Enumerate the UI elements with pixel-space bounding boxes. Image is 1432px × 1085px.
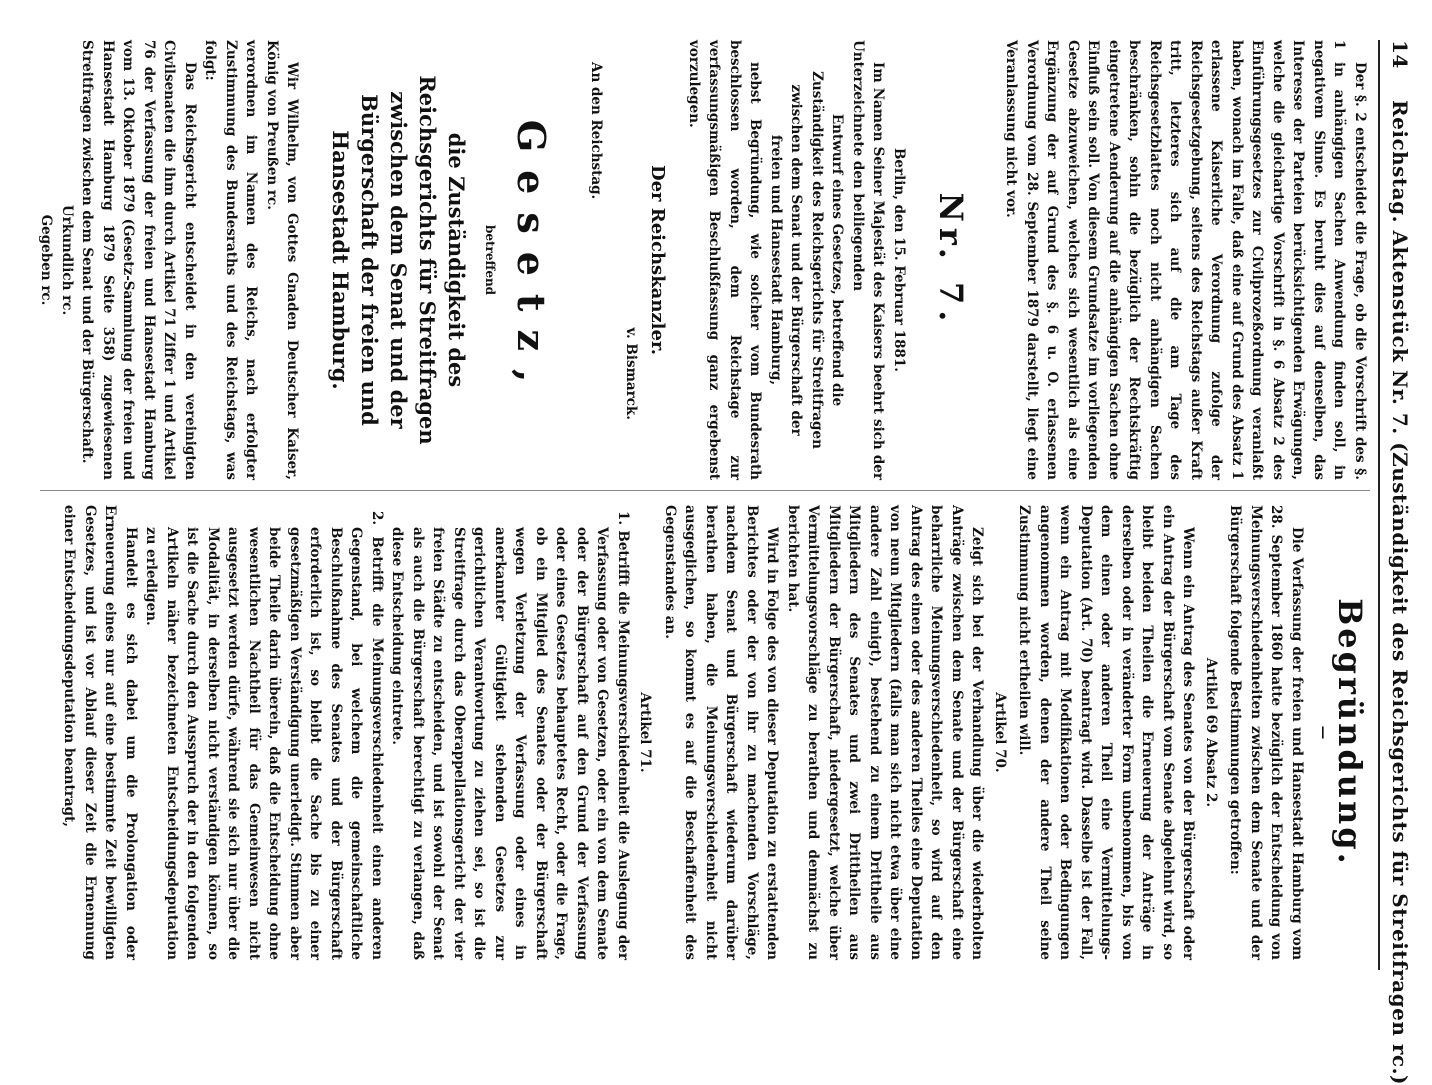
gesetz-heading: Gesetz, — [509, 119, 554, 401]
article-71-item-1: 1. Betrifft die Meinungsverschiedenheit die Auslegung der Verfassung oder von Gesetzen, oder ein von dem Senate oder der Bürgerschaft auf den Grund der Verfassung oder eines Gesetzes behauptetes Recht, oder die Frage, ob ein Mitglied des Senates oder der Bürgerschaft wegen Verletzung der Verfassung oder eines in anerkannter Gültigkeit stehenden Gesetzes zur gerichtlichen Verantwortung zu ziehen sei, so ist die Streitfrage durch das Oberappellationsgericht der vier freien Städte zu entscheiden, und ist sowohl der Senat als auch die Bürgerschaft berechtigt zu verlangen, daß diese Entscheidung eintrete. — [389, 511, 631, 960]
intro-paragraph: Der §. 2 entscheidet die Frage, ob die Vorschrift des §. 1 in anhängigen Sachen Anwendung finden soll, in negativem Sinne. Es beruht dies auf denselben, das Interesse der Parteien berücksichtigenden Erwägungen, welche die gleichartige Vorschrift in §. 6 Absatz 2 des Einführungsgesetzes zur Civilprozeßordnung veranlaßt haben, wonach im Falle, daß eine auf Grund des Absatz 1 erlassene Kaiserliche Verordnung zufolge der Reichsgesetzgebung, seitens des Reichstags außer Kraft tritt, letzteres sich auf die am Tage des Reichsgesetzblattes noch nicht anhängigen Sachen beschränken, sohin die bezüglich der Rechtskräftig eingetretene Aenderung auf die anhängigen Sachen ohne Einfluß sein soll. Von diesem Grundsatze im vorliegenden Gesetze abzuweichen, welches sich wesentlich als eine Ergänzung der auf Grund des §. 6 u. O. erlassenen Verordnung vom 28. September 1879 darstellt, liegt eine Veranlassung nicht vor. — [1003, 40, 1368, 480]
article-69-heading: Artikel 69 Absatz 2. — [1203, 657, 1219, 808]
date-line: Berlin, den 15. Februar 1881. — [891, 148, 907, 372]
left-column — [36, 40, 1370, 480]
column-divider — [40, 490, 1370, 491]
submission-paragraph: Im Namen Seiner Majestät des Kaisers beehrt sich der Unterzeichnete den beiliegenden — [850, 40, 887, 480]
law-article: Das Reichsgericht entscheidet in den vereinigten Civilsenaten die ihm durch Artikel 71 Ziffer 1 und Artikel 76 der Verfassung der freien und Hansestadt Hamburg vom 13. Oktober 1879 (Gesetz-Sammlung der freien und Hansestadt Hamburg 1879 Seite 358) zugewiesenen Streitfragen zwischen dem Senat und der Bürgerschaft. — [79, 40, 198, 480]
heading-dash: — — [1315, 725, 1332, 740]
document-number: Nr. 7. — [932, 192, 970, 328]
chancellor-title: Der Reichskanzler. — [647, 164, 669, 356]
law-title: die Zuständigkeit des Reichsgerichts für Streitfragen zwischen dem Senat und der Bürgerschaft der freien und Hansestadt Hamburg. — [328, 75, 470, 445]
addressee: An den Reichstag. — [588, 62, 605, 200]
chancellor-signature: v. Bismarck. — [623, 327, 639, 420]
bill-title: Entwurf eines Gesetzes, betreffend die Zuständigkeit des Reichsgerichts für Streitfragen zwischen dem Senat und der Bürgerschaft der freien und Hansestadt Hamburg, — [768, 71, 846, 449]
closing-2: Gegeben rc. — [38, 214, 55, 306]
submission-end: nebst Begründung, wie solcher vom Bundesrath beschlossen worden, dem Reichstage zur verfassungsmäßigen Beschlußfassung ganz ergebenst vorzulegen. — [686, 40, 764, 480]
begruendung-paragraph-1: Die Verfassung der freien und Hansestadt Hamburg vom 28. September 1860 hatte bezüglich der Entscheidung von Meinungsverschiedenheiten zwischen dem Senate und der Bürgerschaft folgende Bestimmungen getroffen: — [1227, 505, 1305, 960]
running-title: Reichstag. Aktenstück Nr. 7. (Zuständigkeit des Reichsgerichts für Streitfragen rc.) — [1388, 100, 1412, 1085]
closing-1: Urkundlich rc. — [59, 204, 75, 316]
begruendung-heading: Begründung. — [1331, 598, 1369, 867]
article-71-item-2: 2. Betrifft die Meinungsverschiedenheit einen anderen Gegenstand, bei welchem die gemeinschaftliche Beschlußnahme des Senates und der Bürgerschaft erforderlich ist, so bleibt die Sache bis zu einer gesetzmäßigen Verständigung unerledigt. Stimmen aber beide Theile darin überein, daß die Entscheidung ohne wesentlichen Nachtheil für das Gemeinwesen nicht ausgesetzt werden dürfe, während sie sich nur über die Modalität, in derselben nicht verständigen können, so ist die Sache durch den Ausspruch der in den folgenden Artikeln näher bezeichneten Entscheidungsdeputation zu erledigen. — [143, 511, 385, 960]
enactment-clause-1: Wir Wilhelm, von Gottes Gnaden Deutscher Kaiser, König von Preußen rc. — [264, 40, 301, 480]
enactment-clause-2: verordnen im Namen des Reichs, nach erfolgter Zustimmung des Bundesraths und des Reichstags, was folgt: — [202, 40, 260, 480]
article-70-heading: Artikel 70. — [992, 692, 1008, 773]
header-rule — [1378, 40, 1380, 970]
right-column — [59, 505, 1370, 960]
begruendung-paragraph-4: Wird in Folge des von dieser Deputation zu erstattenden Berichtes oder der von ihr zu machenden Vorschläge, nachdem Senat und Bürgerschaft wiederum darüber berathen haben, die Meinungsverschiedenheit nicht ausgeglichen, so kommt es auf die Beschaffenheit des Gegenstandes an. — [662, 505, 781, 960]
begruendung-paragraph-3: Zeigt sich bei der Verhandlung über die wiederholten Anträge zwischen dem Senate und der Bürgerschaft eine beharrliche Meinungsverschiedenheit, so wird auf den Antrag des einen oder des anderen Theiles eine Deputation von neun Mitgliedern (falls man sich nicht etwa über eine andere Zahl einigt), bestehend zu einem Drittheile aus Mitgliedern des Senates und zwei Drittheilen aus Mitgliedern der Bürgerschaft, niedergesetzt, welche über Vermittelungsvorschläge zu berathen und demnächst zu berichten hat. — [785, 505, 986, 960]
article-71-heading: Artikel 71. — [637, 692, 654, 773]
betreffend-label: betreffend — [483, 224, 497, 296]
page-header — [1382, 40, 1412, 1085]
begruendung-paragraph-2: Wenn ein Antrag des Senates von der Bürgerschaft oder ein Antrag der Bürgerschaft vom Senate abgelehnt wird, so bleibt beiden Theilen die Erneuerung der Anträge in derselben oder in veränderter Form unbenommen, bis von dem einen oder anderen Theil eine Vermittelungs-Deputation (Art. 70) beantragt wird. Dasselbe ist der Fall, wenn ein Antrag mit Modifikationen oder Bedingungen angenommen worden, denen der andere Theil seine Zustimmung nicht ertheilen will. — [1016, 505, 1197, 960]
page-number: 14 — [1388, 40, 1412, 69]
begruendung-paragraph-5: Handelt es sich dabei um die Prolongation oder Erneuerung eines nur auf eine bestimmte Zeit bewilligten Gesetzes, und ist vor Ablauf dieser Zeit die Ernennung einer Entscheidungsdeputation beantragt, — [61, 505, 139, 960]
